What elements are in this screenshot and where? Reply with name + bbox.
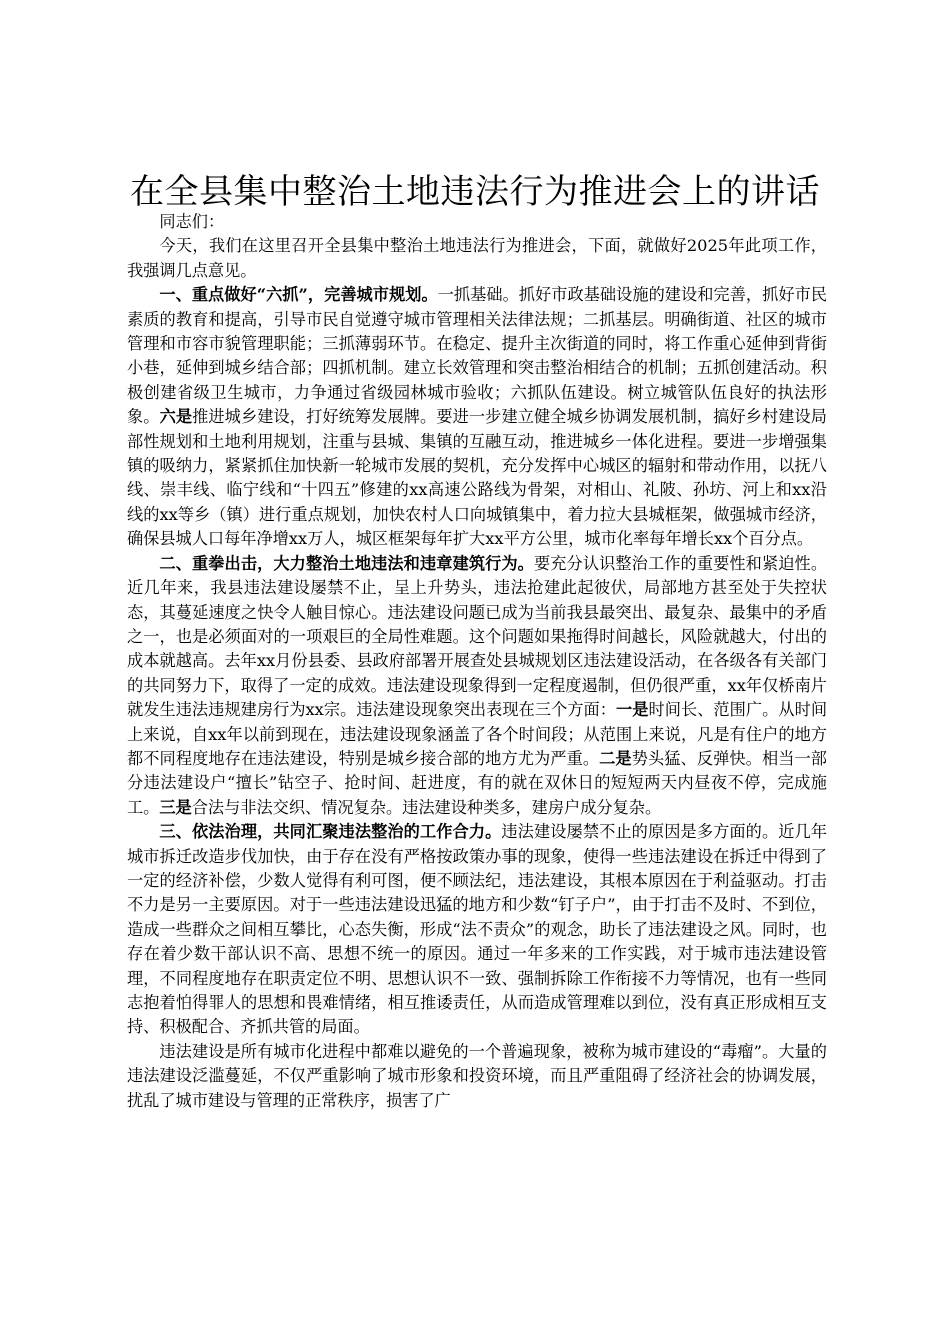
intro-paragraph: 今天，我们在这里召开全县集中整治土地违法行为推进会，下面，就做好2025年此项工作，我强调几点意见。 <box>127 236 827 280</box>
section-1-paragraph <box>127 283 827 551</box>
section-2-point-2-text: 势头猛、反弹快。相当一部分违法建设户“擅长”钻空子、抢时间、赶进度，有的就在双休日的短短两天内昼夜不停，完成施工。 <box>127 748 827 817</box>
section-1-text-continued: 推进城乡建设，打好统筹发展牌。要进一步建立健全城乡协调发展机制，搞好乡村建设局部性规划和土地利用规划，注重与县城、集镇的互融互动，推进城乡一体化进程。要进一步增强集镇的吸纳力，紧紧抓住加快新一轮城市发展的契机，充分发挥中心城区的辐射和带动作用，以抚八线、崇丰线、临宁线和“十四五”修建的xx高速公路线为骨架，对相山、礼陂、孙坊、河上和xx沿线的xx等乡（镇）进行重点规划，加快农村人口向城镇集中，着力拉大县城框架，做强城市经济，确保县城人口每年净增xx万人，城区框架每年扩大xx平方公里，城市化率每年增长xx个百分点。 <box>127 407 827 549</box>
section-2-heading: 二、重拳出击，大力整治土地违法和违章建筑行为。 <box>159 553 534 573</box>
document-title: 在全县集中整治土地违法行为推进会上的讲话 <box>130 172 820 212</box>
salutation: 同志们： <box>159 212 225 231</box>
section-2-key-point-3: 三是 <box>159 797 192 817</box>
section-3-heading: 三、依法治理，共同汇聚违法整治的工作合力。 <box>159 822 502 842</box>
section-2-key-point-2: 二是 <box>599 748 632 768</box>
section-3-text: 违法建设屡禁不止的原因是多方面的。近几年城市拆迁改造步伐加快，由于存在没有严格按政策办事的现象，使得一些违法建设在拆迁中得到了一定的经济补偿，少数人觉得有利可图，便不顾法纪，违法建设，其根本原因在于利益驱动。打击不力是另一主要原因。对于一些违法建设迅猛的地方和少数“钉子户”，由于打击不及时、不到位，造成一些群众之间相互攀比，心态失衡，形成“法不责众”的观念，助长了违法建设之风。同时，也存在着少数干部认识不高、思想不统一的原因。通过一年多来的工作实践，对于城市违法建设管理，不同程度地存在职责定位不明、思想认识不一致、强制拆除工作衔接不力等情况，也有一些同志抱着怕得罪人的思想和畏难情绪，相互推诿责任，从而造成管理难以到位，没有真正形成相互支持、积极配合、齐抓共管的局面。 <box>127 822 828 1037</box>
section-2-paragraph <box>127 552 827 820</box>
section-1-key-point: 六是 <box>159 407 193 427</box>
section-2-text: 要充分认识整治工作的重要性和紧迫性。近几年来，我县违法建设屡禁不止，呈上升势头，违法抢建此起彼伏，局部地方甚至处于失控状态，其蔓延速度之快令人触目惊心。违法建设问题已成为当前我县最突出、最复杂、最集中的矛盾之一，也是必须面对的一项艰巨的全局性难题。这个问题如果拖得时间越长，风险就越大，付出的成本就越高。去年xx月份县委、县政府部署开展查处县城规划区违法建设活动，在各级各有关部门的共同努力下，取得了一定的成效。违法建设现象得到一定程度遏制，但仍很严重，xx年仅桥南片就发生违法违规建房行为xx宗。违法建设现象突出表现在三个方面： <box>127 553 828 720</box>
section-2-key-point-1: 一是 <box>616 700 649 720</box>
section-2-point-3-text: 合法与非法交织、情况复杂。违法建设种类多，建房户成分复杂。 <box>191 797 662 817</box>
closing-paragraph: 违法建设是所有城市化进程中都难以避免的一个普遍现象，被称为城市建设的“毒瘤”。大量的违法建设泛滥蔓延，不仅严重影响了城市形象和投资环境，而且严重阻碍了经济社会的协调发展，扰乱了城市建设与管理的正常秩序，损害了广 <box>127 1041 827 1110</box>
section-2-point-1-text: 时间长、范围广。从时间上来说，自xx年以前到现在，违法建设现象涵盖了各个时间段；从范围上来说，凡是有住户的地方都不同程度地存在违法建设，特别是城乡接合部的地方尤为严重。 <box>127 700 828 768</box>
section-3-paragraph <box>127 820 827 1040</box>
document-body <box>127 210 827 1113</box>
section-1-text: 一抓基础。抓好市政基础设施的建设和完善，抓好市民素质的教育和提高，引导市民自觉遵守城市管理相关法律法规；二抓基层。明确街道、社区的城市管理和市容市貌管理职能；三抓薄弱环节。在稳定、提升主次街道的同时，将工作重心延伸到背街小巷，延伸到城乡结合部；四抓机制。建立长效管理和突击整治相结合的机制；五抓创建活动。积极创建省级卫生城市，力争通过省级园林城市验收；六抓队伍建设。树立城管队伍良好的执法形象。 <box>127 285 828 427</box>
section-1-heading: 一、重点做好“六抓”，完善城市规划。 <box>159 285 438 305</box>
